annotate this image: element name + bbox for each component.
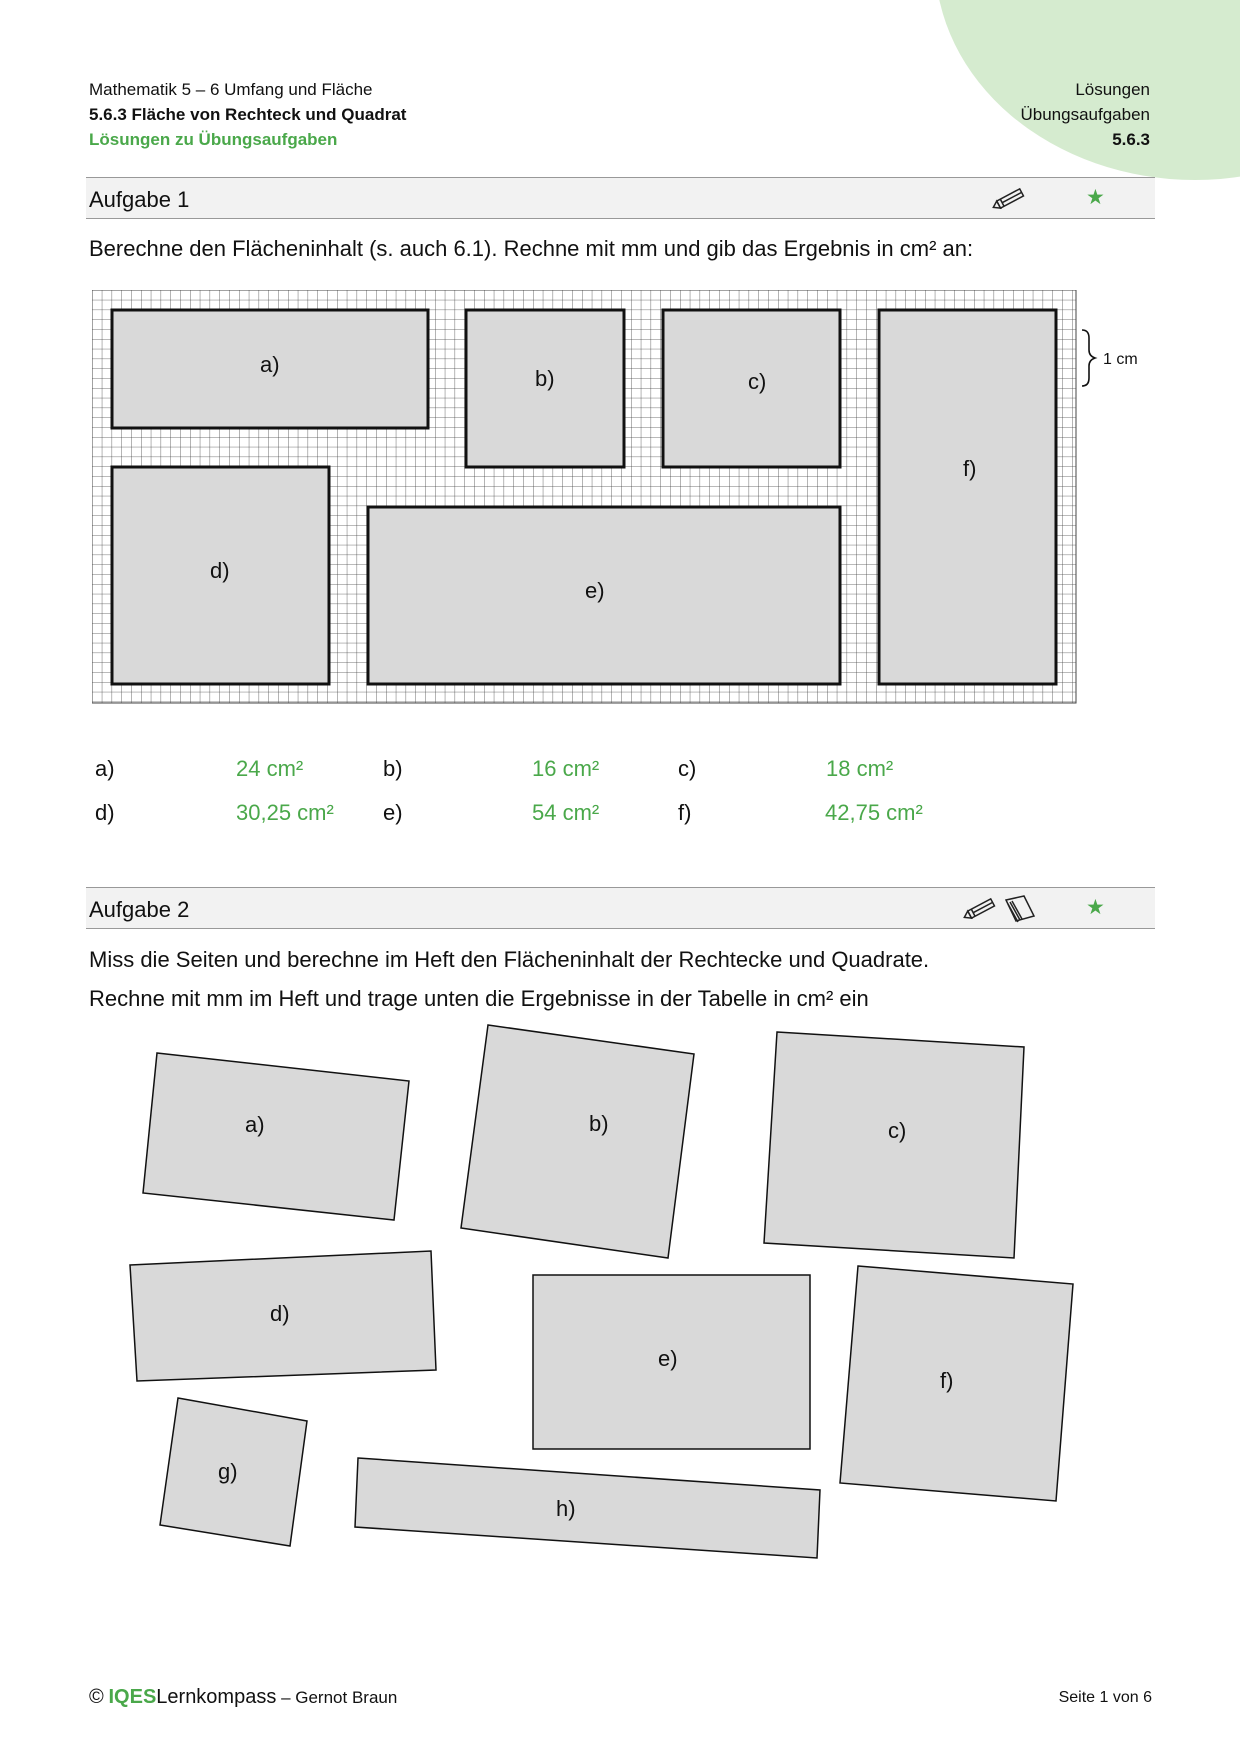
task2-label-a: a) [245,1112,265,1137]
task2-title: Aufgabe 2 [89,897,190,922]
copyright-icon: © [89,1686,104,1708]
brand-lernkompass: Lernkompass [156,1686,277,1708]
answer-value-b: 16 cm² [532,756,600,781]
task2-label-d: d) [270,1301,290,1326]
task2-label-h: h) [556,1496,576,1521]
difficulty-star-icon: ★ [1086,896,1105,919]
scale-label: 1 cm [1103,351,1138,368]
task1-title: Aufgabe 1 [89,187,190,212]
answer-value-c: 18 cm² [826,756,894,781]
grid-label-d: d) [210,558,230,583]
answer-label-b: b) [383,756,403,781]
footer-brand [89,1686,397,1709]
grid-label-e: e) [585,578,605,603]
task2-label-b: b) [589,1111,609,1136]
grid-label-b: b) [535,366,555,391]
header-number: 5.6.3 [1112,130,1150,149]
answer-label-e: e) [383,800,403,825]
answer-label-f: f) [678,800,692,825]
task2-shape-b [461,1025,694,1258]
header-category: Übungsaufgaben [1020,105,1150,124]
answer-value-f: 42,75 cm² [825,800,923,825]
grid-label-a: a) [260,352,280,377]
answer-label-c: c) [678,756,697,781]
page-number: Seite 1 von 6 [1058,1689,1152,1706]
answer-label-d: d) [95,800,115,825]
footer-author: – Gernot Braun [281,1688,398,1707]
header-type: Lösungen [1075,80,1150,99]
task2-shape-h [355,1458,820,1558]
header-subject: Mathematik 5 – 6 Umfang und Fläche [89,80,373,99]
task2-shape-c [764,1032,1024,1258]
grid-label-c: c) [748,369,767,394]
task2-label-g: g) [218,1459,238,1484]
task2-label-f: f) [940,1368,954,1393]
difficulty-star-icon: ★ [1086,186,1105,209]
answer-value-d: 30,25 cm² [236,800,334,825]
task2-shape-a [143,1053,409,1220]
task2-label-e: e) [658,1346,678,1371]
task2-instruction-2: Rechne mit mm im Heft und trage unten die Ergebnisse in der Tabelle in cm² ein [89,986,869,1011]
answer-value-a: 24 cm² [236,756,304,781]
grid-label-f: f) [963,456,977,481]
brand-iqes: IQES [108,1686,157,1708]
header-subtitle: Lösungen zu Übungsaufgaben [89,130,338,149]
answer-label-a: a) [95,756,115,781]
header-topic: 5.6.3 Fläche von Rechteck und Quadrat [89,105,407,124]
task1-instruction: Berechne den Flächeninhalt (s. auch 6.1). Rechne mit mm und gib das Ergebnis in cm² an: [89,236,974,261]
task2-instruction-1: Miss die Seiten und berechne im Heft den Flächeninhalt der Rechtecke und Quadrate. [89,947,930,972]
answer-value-e: 54 cm² [532,800,600,825]
task2-shape-f [840,1266,1073,1501]
task2-label-c: c) [888,1118,907,1143]
